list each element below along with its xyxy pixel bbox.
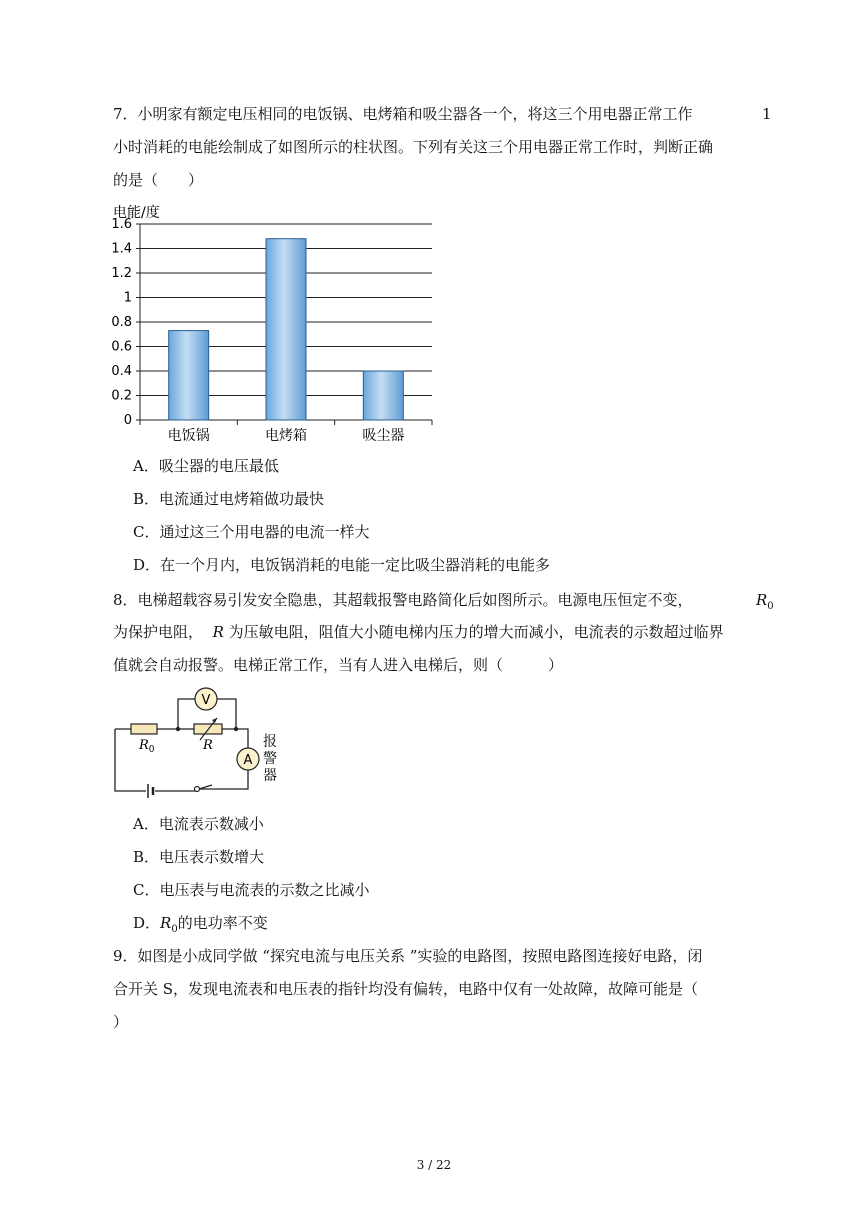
- ytick-label: 0: [123, 413, 132, 428]
- q7-option-c: C．通过这三个用电器的电流一样大: [133, 523, 370, 541]
- q8-r0-symbol: $R_0$: [756, 591, 774, 612]
- label-r: R: [203, 738, 213, 753]
- q8-option-a: A．电流表示数减小: [133, 815, 264, 833]
- junction-left: [176, 727, 180, 731]
- resistor-r0: [131, 724, 157, 734]
- ytick-label: 0.6: [111, 339, 132, 355]
- q7-stem-line1-end: 1: [762, 105, 772, 123]
- q8-stem-line2: 为保护电阻， R 为压敏电阻，阻值大小随电梯内压力的增大而减小，电流表的示数超过临界: [113, 623, 724, 641]
- variable-arrow-head: [212, 718, 217, 723]
- q7-option-a: A．吸尘器的电压最低: [133, 457, 279, 475]
- wire-voltmeter-left: [178, 699, 195, 729]
- voltmeter-label: V: [201, 693, 211, 708]
- q7-stem-line2: 小时消耗的电能绘制成了如图所示的柱状图。下列有关这三个用电器正常工作时，判断正确: [113, 138, 714, 156]
- junction-right: [234, 727, 238, 731]
- q7-stem-line3: 的是（ ）: [113, 171, 204, 189]
- switch-contact: [195, 787, 200, 792]
- chart-ylabel: 电能/度: [113, 205, 160, 221]
- label-r0: $R_0$: [139, 738, 155, 755]
- page-number: 3 / 22: [416, 1158, 452, 1172]
- q9-stem-line3: ）: [113, 1013, 129, 1031]
- xtick-label: 电饭锅: [167, 428, 210, 444]
- ytick-label: 1.6: [111, 217, 132, 232]
- q7-stem-line1: 7．小明家有额定电压相同的电饭锅、电烤箱和吸尘器各一个，将这三个用电器正常工作: [113, 105, 693, 123]
- ytick-label: 0.2: [111, 388, 132, 404]
- xtick-label: 吸尘器: [362, 428, 405, 444]
- q9-stem-line1: 9．如图是小成同学做 “探究电流与电压关系 ”实验的电路图，按照电路图连接好电路，闭: [113, 947, 703, 965]
- q8-stem-line1: 8．电梯超载容易引发安全隐患，其超载报警电路简化后如图所示。电源电压恒定不变，: [113, 591, 693, 609]
- alarm-char-3: 器: [263, 768, 277, 784]
- q8-option-c: C．电压表与电流表的示数之比减小: [133, 881, 370, 899]
- ytick-label: 0.8: [111, 315, 132, 330]
- ytick-label: 1: [123, 290, 132, 306]
- q8-stem-line3: 值就会自动报警。电梯正常工作，当有人进入电梯后，则（ ）: [113, 656, 564, 674]
- alarm-char-1: 报: [263, 734, 277, 750]
- alarm-char-2: 警: [263, 751, 277, 767]
- q8-r-symbol: R: [212, 623, 224, 641]
- ytick-label: 1.4: [111, 241, 132, 257]
- q8-option-d: D．$R_0$的电功率不变: [133, 914, 268, 935]
- ytick-label: 0.4: [111, 364, 132, 379]
- xtick-label: 电烤箱: [265, 428, 307, 444]
- q7-option-d: D．在一个月内，电饭锅消耗的电能一定比吸尘器消耗的电能多: [133, 556, 551, 574]
- q7-option-b: B．电流通过电烤箱做功最快: [133, 490, 325, 508]
- ytick-label: 1.2: [111, 266, 132, 281]
- q9-stem-line2: 合开关 S，发现电流表和电压表的指针均没有偏转，电路中仅有一处故障，故障可能是（: [113, 980, 699, 998]
- q8-option-b: B．电压表示数增大: [133, 848, 265, 866]
- ammeter-label: A: [243, 753, 253, 768]
